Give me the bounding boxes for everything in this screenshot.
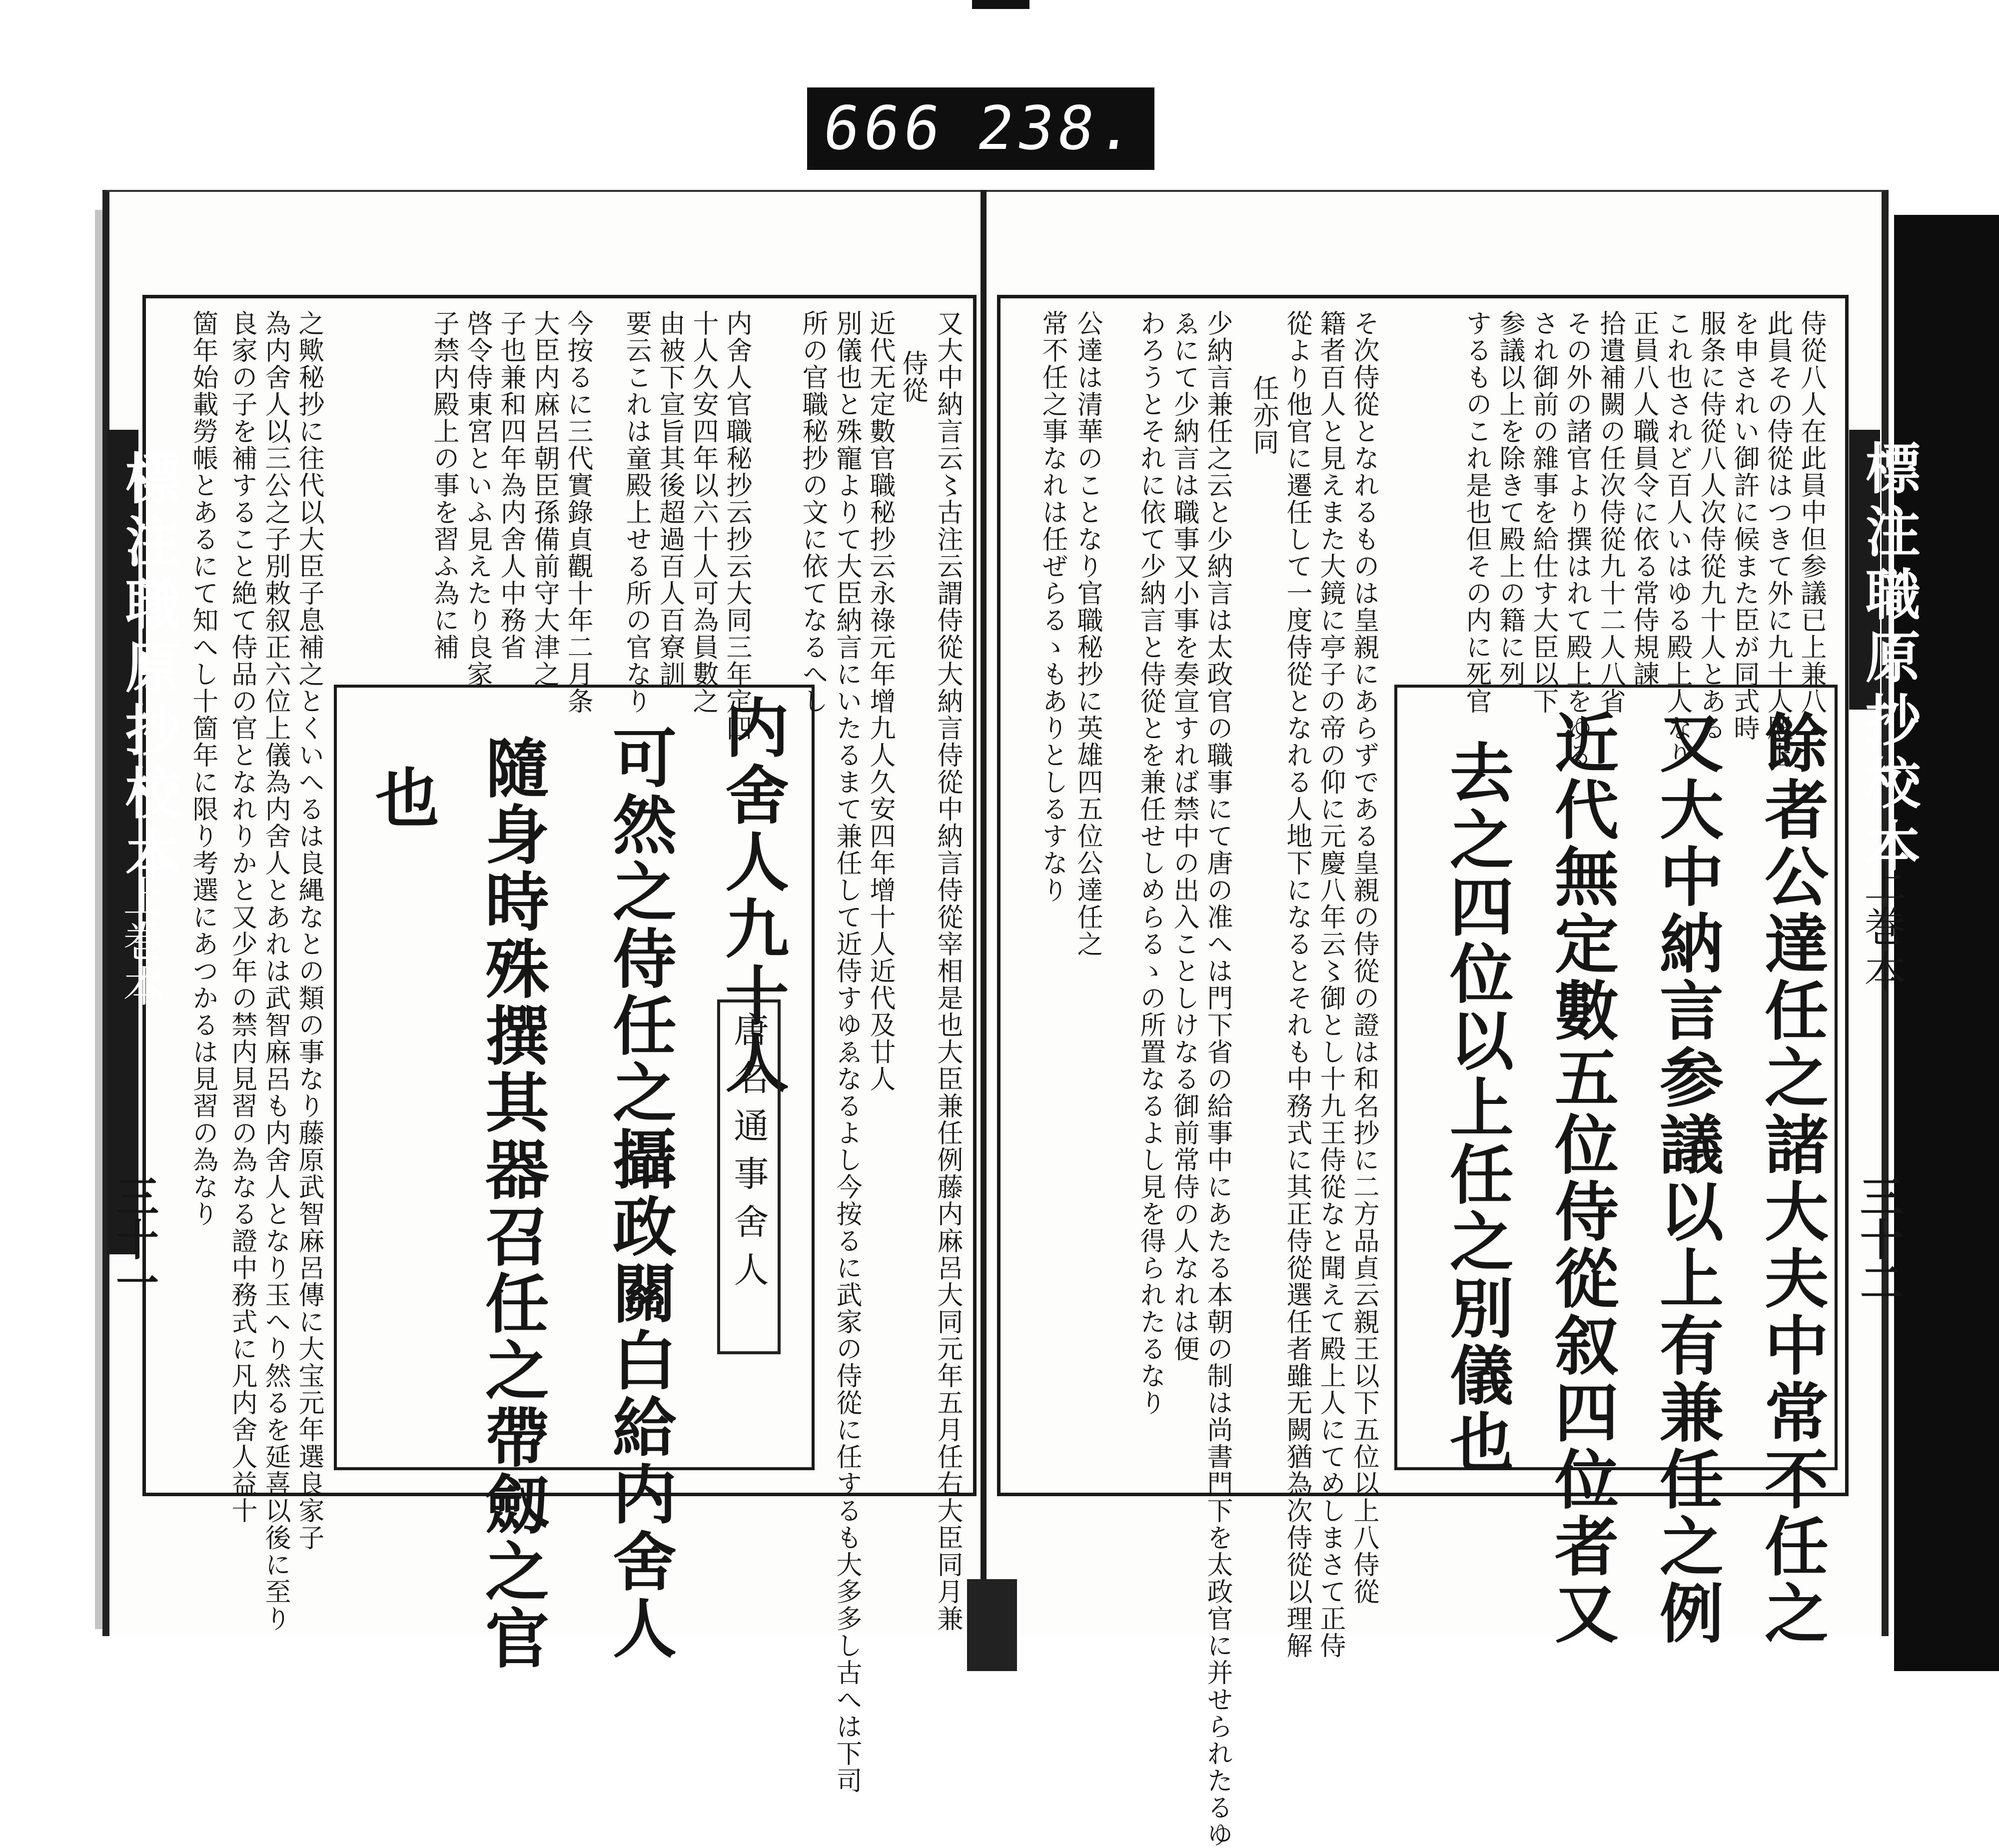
left-text-col-8: 由被下宣旨其後超過百人百寮訓: [655, 310, 685, 688]
right-text-col-4: 服条に侍從八人次侍從九十人とある: [1696, 310, 1726, 742]
right-text-col-10: 参議以上を除きて殿上の籍に列: [1495, 310, 1525, 688]
left-main-col-4: 也: [364, 765, 439, 832]
left-text-col-17: 良家の子を補すること絶て侍品の官となれりかと又少年の禁内見習の為なる證中務式に凡内舍人益十: [227, 310, 257, 1524]
right-text-col-6: 正員八人職員令に依る常侍規諫: [1629, 310, 1659, 688]
left-main-col-1: 内舍人九十人: [714, 695, 789, 1096]
left-text-col-4: 別儀也と殊寵よりて大臣納言にいたるまて兼任して近侍すゆゑなるよし今按るに武家の侍從に任するも大多多し古へは下司: [832, 310, 862, 1794]
tang-name-label-box: [717, 999, 781, 1354]
book-gutter: [981, 190, 987, 1639]
right-text-col-9: され御前の雜事を給仕す大臣以下: [1528, 310, 1558, 715]
right-page-number: 三十二: [1853, 1174, 1903, 1303]
left-margin-title: 標注職原抄校本: [116, 450, 181, 891]
left-text-col-2: 侍從: [898, 350, 928, 404]
right-main-col-4: 去之四位以上任之別儀也: [1439, 740, 1514, 1476]
left-text-col-11: 大臣内麻呂朝臣孫備前守大津之: [529, 310, 559, 688]
left-text-col-13: 啓令侍東宮といふ見えたり良家: [462, 310, 492, 688]
microfilm-frame-label: [807, 87, 1154, 170]
right-text-col-8: その外の諸官より撰はれて殿上をゆる: [1562, 310, 1592, 769]
right-text-col-11: するものこれ是也但その内に死官: [1461, 310, 1491, 715]
right-main-col-2: 又大中納言参議以上有兼任之例: [1649, 710, 1724, 1647]
left-text-col-18: 箇年始載勞帳とあるにて知へし十箇年に限り考選にあつかるは見習の為なり: [188, 310, 218, 1227]
right-text-col-7: 拾遺補闕の任次侍從九十二人八省: [1595, 310, 1625, 715]
film-right-number: 238.: [972, 94, 1143, 163]
right-main-col-3: 近代無定數五位侍從叙四位者又: [1544, 710, 1619, 1647]
right-text-col-16: 少納言兼任之云と少納言は太政官の職事にて唐の准へは門下省の給事中にあたる本朝の制は尚書門下を太政官に并せられたるゆ: [1202, 310, 1232, 1848]
tang-name-label: 唐名通事舍人: [728, 1011, 769, 1299]
right-text-col-12: そ次侍從となれるものは皇親にあらずである皇親の侍從の證は和名抄に二方品貞云親王以下五位以上八侍從: [1349, 310, 1379, 1605]
left-text-col-5: 所の官職秘抄の文に依てなるへし: [798, 310, 828, 715]
left-text-col-10: 今按るに三代實錄貞觀十年二月条: [563, 310, 593, 715]
right-text-col-15: 任亦同: [1248, 375, 1278, 456]
gutter-foot-shadow: [967, 1579, 1017, 1671]
right-main-col-1: 餘者公達任之諸大夫中常不任之: [1754, 710, 1829, 1647]
right-text-col-19: 公達は清華のことなり官職秘抄に英雄四五位公達任之: [1072, 310, 1102, 957]
right-text-col-2: 此員その侍從はつきて外に九十人殿上: [1763, 310, 1793, 769]
left-margin-volume: 上巻本: [116, 875, 165, 1009]
right-text-col-14: 從より他官に遷任して一度侍從となれる人地下になるとそれも中務式に其正侍從選任者雖无闕猶為次侍從以理解: [1282, 310, 1312, 1659]
left-text-col-12: 子也兼和四年為内舍人中務省: [496, 310, 526, 661]
right-text-col-5: これ也されど百人いはゆる殿上人なり: [1662, 310, 1692, 769]
left-text-col-14: 子禁内殿上の事を習ふ為に補: [429, 310, 459, 661]
right-text-col-13: 籍者百人と見えまた大鏡に亭子の帝の仰に元慶八年云〻御とし十九王侍從なと聞えて殿上人にてめしまさて正侍: [1315, 310, 1345, 1659]
left-text-col-15: 之歟秘抄に往代以大臣子息補之とくいへるは良縄なとの類の事なり藤原武智麻呂傳に大宝元年選良家子: [294, 310, 324, 1551]
left-text-col-9: 要云これは童殿上せる所の官なり: [621, 310, 651, 715]
left-page-number: 三十一: [108, 1174, 159, 1303]
right-text-col-1: 侍從八人在此員中但参議已上兼八: [1796, 310, 1826, 715]
film-left-number: 666: [819, 94, 949, 163]
left-text-col-1: 又大中納言云〻古注云謂侍從大納言侍從中納言侍從宰相是也大臣兼任例藤内麻呂大同元年五月任右大臣同月兼: [933, 310, 963, 1632]
right-text-col-18: わろうとそれに依て少納言と侍從とを兼任せしめらるゝの所置なるよし見を得られたるなり: [1135, 310, 1165, 1416]
left-text-col-16: 為内舍人以三公之子別敕叙正六位上儀為内舍人とあれは武智麻呂も内舍人となり玉へり然るを延喜以後に至り: [260, 310, 290, 1632]
left-text-col-7: 十人久安四年以六十人可為員數之: [688, 310, 718, 715]
left-main-col-3: 隨身時殊撰其器召任之帶劔之官: [474, 735, 549, 1672]
right-text-col-3: を申されい御許に候また臣が同式時: [1729, 310, 1759, 742]
right-text-col-20: 常不任之事なれは任ぜらるゝもありとしるすなり: [1037, 310, 1067, 904]
left-text-col-6: 内舍人官職秘抄云抄云大同三年定四: [722, 310, 752, 742]
right-margin-volume: 上巻本: [1858, 860, 1907, 994]
top-notch-mark: [972, 0, 1029, 9]
left-main-col-2: 可然之侍任之攝政關白給内舍人: [602, 725, 677, 1662]
right-margin-title: 標注職原抄校本: [1857, 440, 1921, 881]
right-text-col-17: ゑにて少納言は職事又小事を奏宣すれば禁中の出入ことしけなる御前常侍の人なれは便: [1169, 310, 1199, 1362]
left-text-col-3: 近代无定數官職秘抄云永祿元年增九人久安四年增十人近代及廿人: [865, 310, 895, 1092]
